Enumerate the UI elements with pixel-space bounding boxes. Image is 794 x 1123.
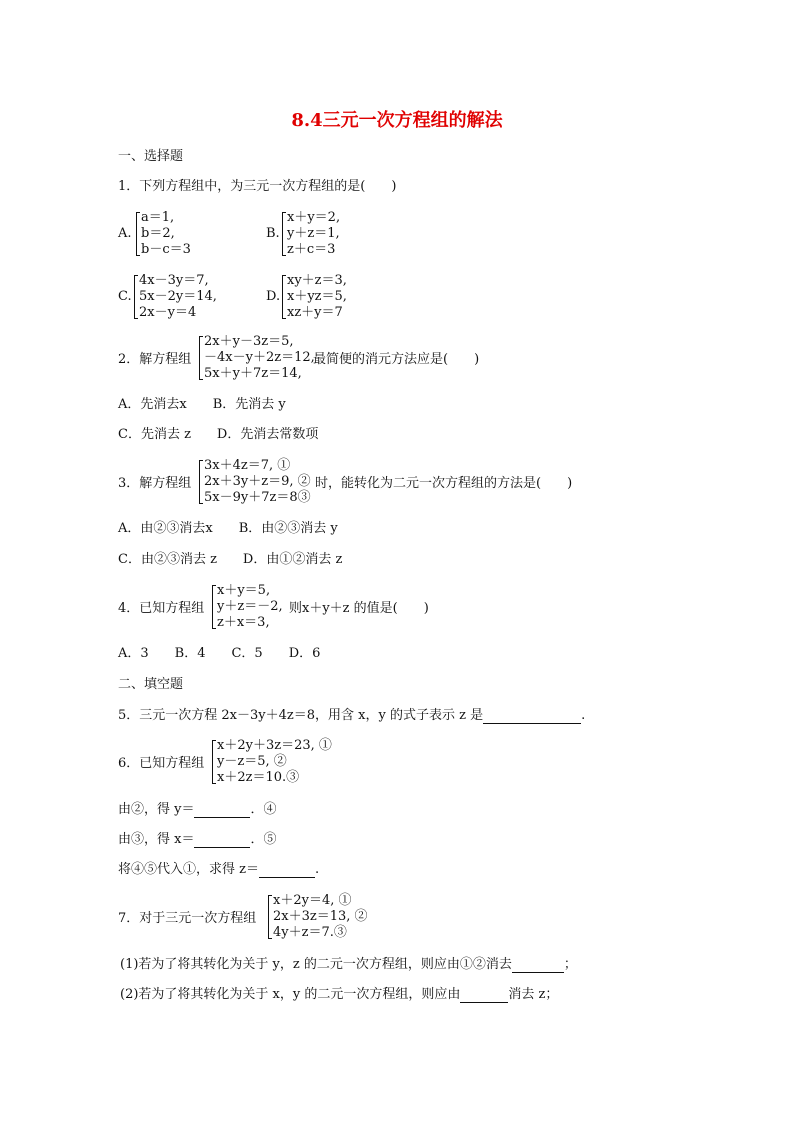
q6-blank-y — [194, 804, 250, 818]
question-4-prefix: 4．已知方程组 — [118, 601, 205, 616]
q7-part-2: (2)若为了将其转化为关于 x，y 的二元一次方程组，则应由 消去 z； — [120, 987, 559, 1002]
q6-step-1: 由②，得 y＝ ．④ — [118, 802, 277, 817]
question-4-suffix: 则x＋y＋z 的值是( ) — [289, 601, 429, 616]
q6-blank-z — [259, 864, 315, 878]
section-heading-choice: 一、选择题 — [118, 149, 184, 164]
question-2-prefix: 2．解方程组 — [118, 352, 192, 367]
q7-blank-1 — [512, 959, 564, 973]
q6-step-2: 由③，得 x＝ ．⑤ — [118, 832, 277, 847]
q6-blank-x — [194, 834, 250, 848]
q5-answer-blank — [483, 710, 581, 724]
q1-option-a-label: A. — [118, 226, 132, 241]
q1-option-b-label: B. — [266, 226, 280, 241]
q7-part-1: (1)若为了将其转化为关于 y，z 的二元一次方程组，则应由①②消去 ； — [120, 957, 577, 972]
question-1-stem: 1．下列方程组中，为三元一次方程组的是( ) — [118, 179, 397, 194]
question-2-suffix: 最简便的消元方法应是( ) — [313, 352, 480, 367]
q3-options-cd: C．由②③消去 z D．由①②消去 z — [118, 552, 343, 567]
section-heading-fill: 二、填空题 — [118, 677, 184, 692]
q6-step-3: 将④⑤代入①，求得 z＝ . — [118, 862, 320, 877]
q1-option-d-label: D. — [266, 289, 281, 304]
q3-options-ab: A．由②③消去x B．由②③消去 y — [118, 521, 338, 536]
question-6-prefix: 6．已知方程组 — [118, 756, 205, 771]
q1-option-c-label: C. — [118, 289, 132, 304]
q4-options: A．3 B．4 C．5 D．6 — [118, 646, 321, 661]
document-page: 8.4三元一次方程组的解法 一、选择题 1．下列方程组中，为三元一次方程组的是( ) A. a＝1, b＝2, b－c＝3 B. x＋y＝2, y＋z＝1, z＋c＝3 C. 4x－3y＝7, 5x－2y＝14, 2x－y＝4 D. xy＋z＝3, x＋yz＝5, xz＋y＝7 2．解方程组 2x＋y－3z＝5, －4x－y＋2z＝12, 5x＋y＋7z＝14, 最简便的消元方法应是( ) A．先消去x B．先消去 y C．先消去 z D．先消去常数项 3．解方程组 3x＋4z＝7, ① 2x＋3y＋z＝9, ② 5x－9y＋7z＝8③ 时，能转化为二元一次方程组的方法是( ) A．由②③消去x B．由②③消去 y C．由②③消去 z D．由①②消去 z 4．已知方程组 x＋y＝5, y＋z＝－2, z＋x＝3, 则x＋y＋z 的值是( ) A．3 B．4 C．5 D．6 二、填空题 5．三元一次方程 2x－3y＋4z＝8，用含 x，y 的式子表示 z 是 . 6．已知方程组 x＋2y＋3z＝23, ① y－z＝5, ② x＋2z＝10.③ 由②，得 y＝ ．④ 由③，得 x＝ ．⑤ 将④⑤代入①，求得 z＝ . 7．对于三元一次方程组 x＋2y＝4, ① 2x＋3z＝13, ② 4y＋z＝7.③ (1)若为了将其转化为关于 y，z 的二元一次方程组，则应由①②消去 ； (2)若为了将其转化为关于 x，y 的二元一次方程组，则应由 消去 z； — [0, 0, 794, 1123]
q2-options-cd: C．先消去 z D．先消去常数项 — [118, 427, 319, 442]
question-5: 5．三元一次方程 2x－3y＋4z＝8，用含 x，y 的式子表示 z 是 . — [118, 708, 586, 723]
q2-options-ab: A．先消去x B．先消去 y — [118, 397, 286, 412]
q7-blank-2 — [460, 989, 508, 1003]
question-3-suffix: 时，能转化为二元一次方程组的方法是( ) — [315, 476, 573, 491]
question-3-prefix: 3．解方程组 — [118, 476, 192, 491]
question-7-prefix: 7．对于三元一次方程组 — [118, 911, 257, 926]
page-title: 8.4三元一次方程组的解法 — [291, 110, 503, 131]
